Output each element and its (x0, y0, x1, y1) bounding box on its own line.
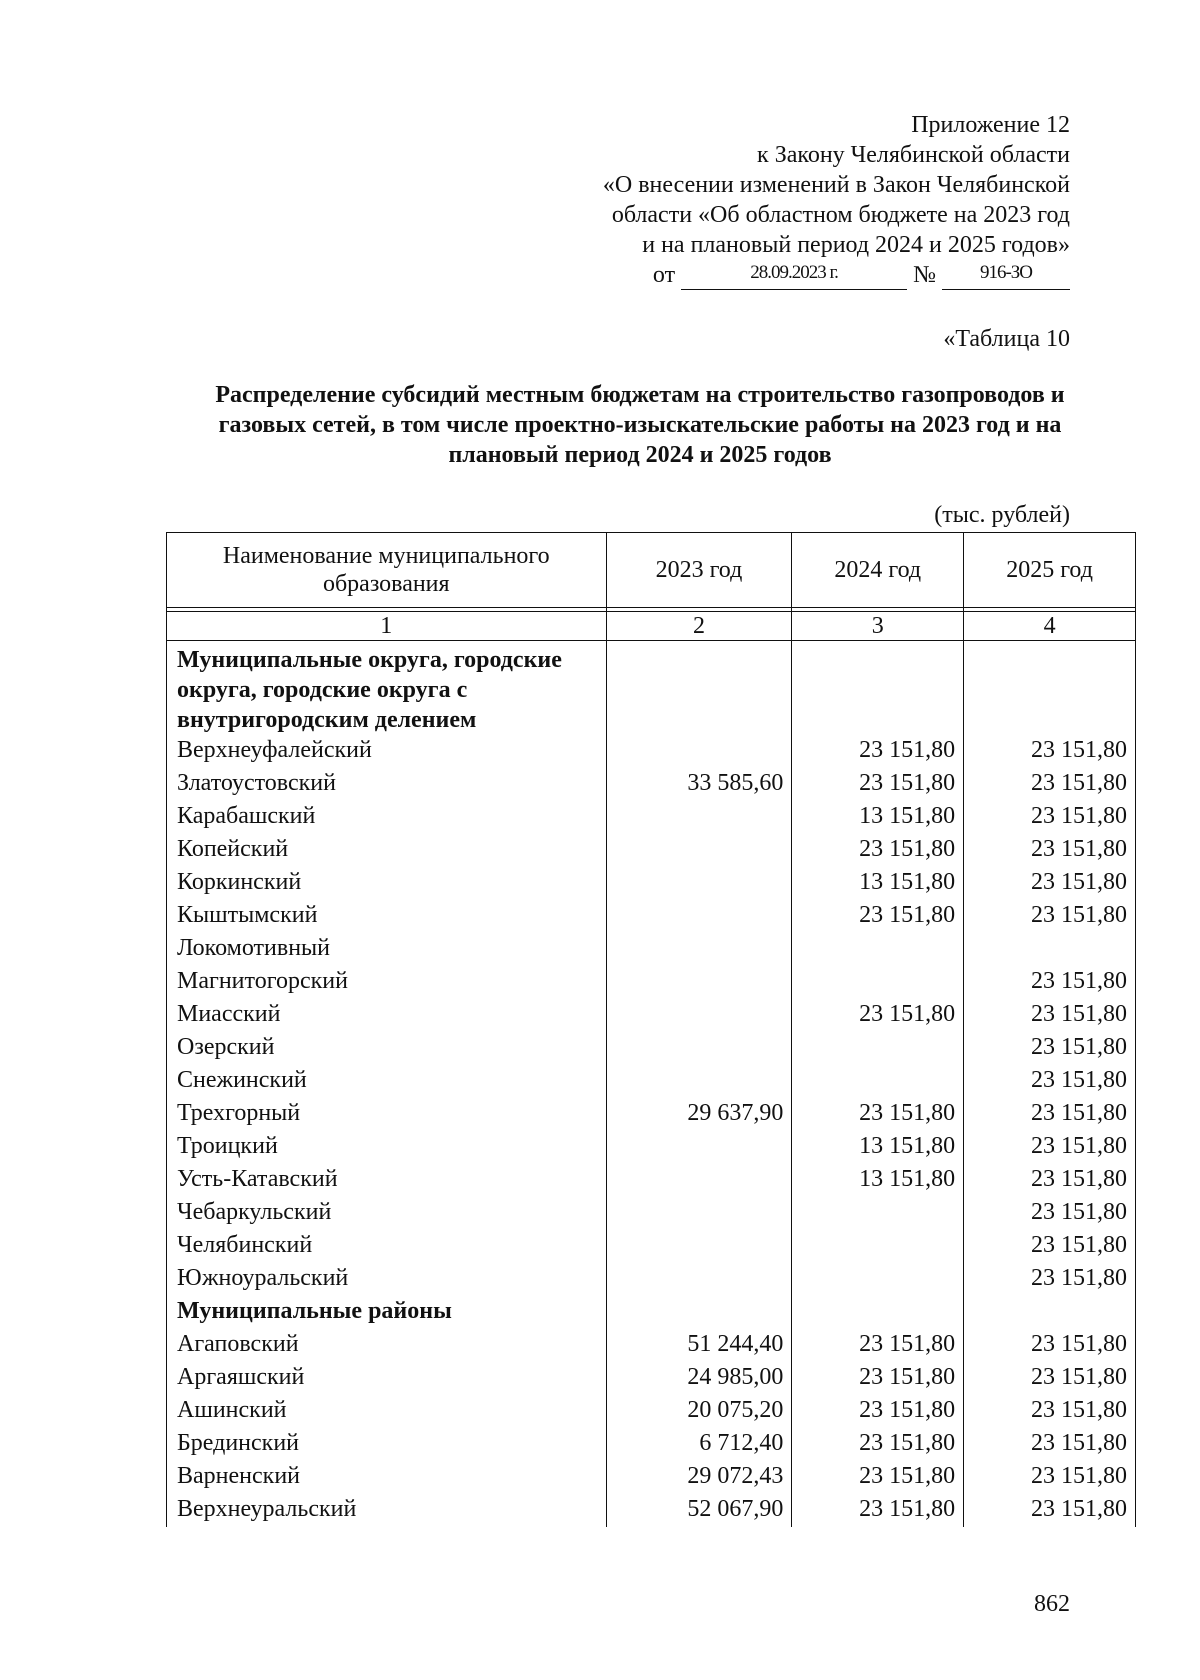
value-2025: 23 151,80 (964, 1164, 1136, 1197)
table-row (167, 1428, 1136, 1461)
value-2025 (964, 1296, 1136, 1329)
table-row (167, 1395, 1136, 1428)
value-2023 (606, 1032, 792, 1065)
header-2024: 2024 год (792, 533, 964, 608)
table-row (167, 1164, 1136, 1197)
value-2025: 23 151,80 (964, 1428, 1136, 1461)
section-row (167, 641, 1136, 736)
value-2023: 6 712,40 (606, 1428, 792, 1461)
value-2024: 23 151,80 (792, 1362, 964, 1395)
table-row (167, 933, 1136, 966)
column-number: 4 (964, 612, 1136, 641)
value-2024 (792, 933, 964, 966)
value-2025: 23 151,80 (964, 1131, 1136, 1164)
table-row (167, 1494, 1136, 1527)
municipality-name: Усть-Катавский (167, 1164, 607, 1197)
municipality-name: Озерский (167, 1032, 607, 1065)
table-row (167, 834, 1136, 867)
value-2025: 23 151,80 (964, 1494, 1136, 1527)
table-row (167, 1230, 1136, 1263)
value-2023 (606, 966, 792, 999)
appendix-law-name-2: области «Об областном бюджете на 2023 год (611, 202, 1070, 228)
value-2024 (792, 1230, 964, 1263)
value-2023 (606, 867, 792, 900)
table-row (167, 1362, 1136, 1395)
value-2024: 23 151,80 (792, 768, 964, 801)
law-number: 916-ЗО (942, 263, 1070, 290)
value-2023 (606, 1296, 792, 1329)
units-label: (тыс. рублей) (934, 502, 1070, 528)
value-2025: 23 151,80 (964, 999, 1136, 1032)
table-row (167, 1461, 1136, 1494)
appendix-law-name-3: и на плановый период 2024 и 2025 годов» (642, 232, 1070, 258)
value-2024: 23 151,80 (792, 999, 964, 1032)
value-2025: 23 151,80 (964, 867, 1136, 900)
municipality-name: Магнитогорский (167, 966, 607, 999)
value-2023: 24 985,00 (606, 1362, 792, 1395)
table-row (167, 1197, 1136, 1230)
municipality-name: Копейский (167, 834, 607, 867)
value-2025: 23 151,80 (964, 735, 1136, 768)
title-line-2: газовых сетей, в том числе проектно-изыскательские работы на 2023 год и на (218, 412, 1062, 438)
table-row (167, 999, 1136, 1032)
value-2023 (606, 999, 792, 1032)
value-2025: 23 151,80 (964, 1263, 1136, 1296)
municipality-name: Златоустовский (167, 768, 607, 801)
value-2023 (606, 1263, 792, 1296)
value-2024 (792, 1296, 964, 1329)
municipality-name: Карабашский (167, 801, 607, 834)
title-line-1: Распределение субсидий местным бюджетам на строительство газопроводов и (215, 382, 1065, 408)
value-2023: 52 067,90 (606, 1494, 792, 1527)
number-label: № (913, 262, 936, 288)
municipality-name: Челябинский (167, 1230, 607, 1263)
column-number: 1 (167, 612, 607, 641)
value-2025: 23 151,80 (964, 1032, 1136, 1065)
value-2023 (606, 1131, 792, 1164)
value-2024: 23 151,80 (792, 1329, 964, 1362)
table-row (167, 966, 1136, 999)
value-2024: 13 151,80 (792, 1164, 964, 1197)
appendix-law-line: к Закону Челябинской области (757, 142, 1070, 168)
value-2023 (606, 1197, 792, 1230)
value-2024: 23 151,80 (792, 834, 964, 867)
table-row (167, 1065, 1136, 1098)
value-2025: 23 151,80 (964, 1230, 1136, 1263)
table-row (167, 1098, 1136, 1131)
value-2025 (964, 641, 1136, 736)
subsidy-table (166, 532, 1136, 1527)
table-row (167, 1131, 1136, 1164)
value-2024: 23 151,80 (792, 1494, 964, 1527)
value-2024 (792, 966, 964, 999)
value-2024 (792, 1065, 964, 1098)
municipality-name: Верхнеуральский (167, 1494, 607, 1527)
value-2023: 33 585,60 (606, 768, 792, 801)
value-2025: 23 151,80 (964, 801, 1136, 834)
appendix-title: Приложение 12 (911, 112, 1070, 138)
header-row (167, 533, 1136, 608)
municipality-name: Снежинский (167, 1065, 607, 1098)
table-row (167, 900, 1136, 933)
header-2025: 2025 год (964, 533, 1136, 608)
value-2024: 13 151,80 (792, 1131, 964, 1164)
municipality-name: Брединский (167, 1428, 607, 1461)
value-2025: 23 151,80 (964, 1461, 1136, 1494)
municipality-name: Муниципальные округа, городские округа, городские округа с внутригородским делением (167, 641, 607, 736)
municipality-name: Муниципальные районы (167, 1296, 607, 1329)
value-2025: 23 151,80 (964, 1395, 1136, 1428)
law-date: 28.09.2023 г. (681, 263, 907, 290)
value-2024: 23 151,80 (792, 1428, 964, 1461)
table-body (167, 641, 1136, 1528)
value-2023 (606, 801, 792, 834)
appendix-law-name-1: «О внесении изменений в Закон Челябинской (602, 172, 1070, 198)
value-2023 (606, 1164, 792, 1197)
column-number-row (167, 612, 1136, 641)
value-2024: 23 151,80 (792, 900, 964, 933)
table-row (167, 867, 1136, 900)
value-2025: 23 151,80 (964, 834, 1136, 867)
value-2024: 23 151,80 (792, 1461, 964, 1494)
law-date-number-line (510, 260, 1070, 290)
value-2023 (606, 933, 792, 966)
document-title (160, 380, 1120, 470)
title-line-3: плановый период 2024 и 2025 годов (448, 442, 832, 468)
value-2024: 13 151,80 (792, 867, 964, 900)
header-2023: 2023 год (606, 533, 792, 608)
value-2023: 51 244,40 (606, 1329, 792, 1362)
value-2025: 23 151,80 (964, 1329, 1136, 1362)
column-number: 2 (606, 612, 792, 641)
municipality-name: Миасский (167, 999, 607, 1032)
value-2024 (792, 641, 964, 736)
table-row (167, 768, 1136, 801)
municipality-name: Южноуральский (167, 1263, 607, 1296)
section-row (167, 1296, 1136, 1329)
table-caption: «Таблица 10 (943, 326, 1070, 352)
value-2024: 13 151,80 (792, 801, 964, 834)
municipality-name: Верхнеуфалейский (167, 735, 607, 768)
value-2025: 23 151,80 (964, 1065, 1136, 1098)
value-2025: 23 151,80 (964, 900, 1136, 933)
value-2025: 23 151,80 (964, 768, 1136, 801)
header-municipality: Наименование муниципального образования (167, 533, 607, 608)
municipality-name: Агаповский (167, 1329, 607, 1362)
value-2024 (792, 1263, 964, 1296)
value-2025: 23 151,80 (964, 966, 1136, 999)
municipality-name: Троицкий (167, 1131, 607, 1164)
municipality-name: Аргаяшский (167, 1362, 607, 1395)
value-2025: 23 151,80 (964, 1197, 1136, 1230)
municipality-name: Ашинский (167, 1395, 607, 1428)
value-2023 (606, 834, 792, 867)
value-2023 (606, 641, 792, 736)
table-row (167, 1032, 1136, 1065)
value-2025 (964, 933, 1136, 966)
value-2023 (606, 735, 792, 768)
value-2024: 23 151,80 (792, 1098, 964, 1131)
municipality-name: Локомотивный (167, 933, 607, 966)
from-label: от (652, 262, 676, 288)
value-2024 (792, 1032, 964, 1065)
value-2023: 20 075,20 (606, 1395, 792, 1428)
table-row (167, 735, 1136, 768)
table-row (167, 1263, 1136, 1296)
table-row (167, 1329, 1136, 1362)
municipality-name: Варненский (167, 1461, 607, 1494)
value-2023 (606, 900, 792, 933)
municipality-name: Кыштымский (167, 900, 607, 933)
value-2025: 23 151,80 (964, 1362, 1136, 1395)
value-2024: 23 151,80 (792, 735, 964, 768)
value-2023 (606, 1065, 792, 1098)
municipality-name: Чебаркульский (167, 1197, 607, 1230)
column-number: 3 (792, 612, 964, 641)
municipality-name: Коркинский (167, 867, 607, 900)
table-row (167, 801, 1136, 834)
value-2024: 23 151,80 (792, 1395, 964, 1428)
value-2024 (792, 1197, 964, 1230)
value-2023: 29 637,90 (606, 1098, 792, 1131)
appendix-header (510, 110, 1070, 290)
value-2023: 29 072,43 (606, 1461, 792, 1494)
municipality-name: Трехгорный (167, 1098, 607, 1131)
value-2023 (606, 1230, 792, 1263)
value-2025: 23 151,80 (964, 1098, 1136, 1131)
page-number: 862 (1034, 1591, 1070, 1617)
